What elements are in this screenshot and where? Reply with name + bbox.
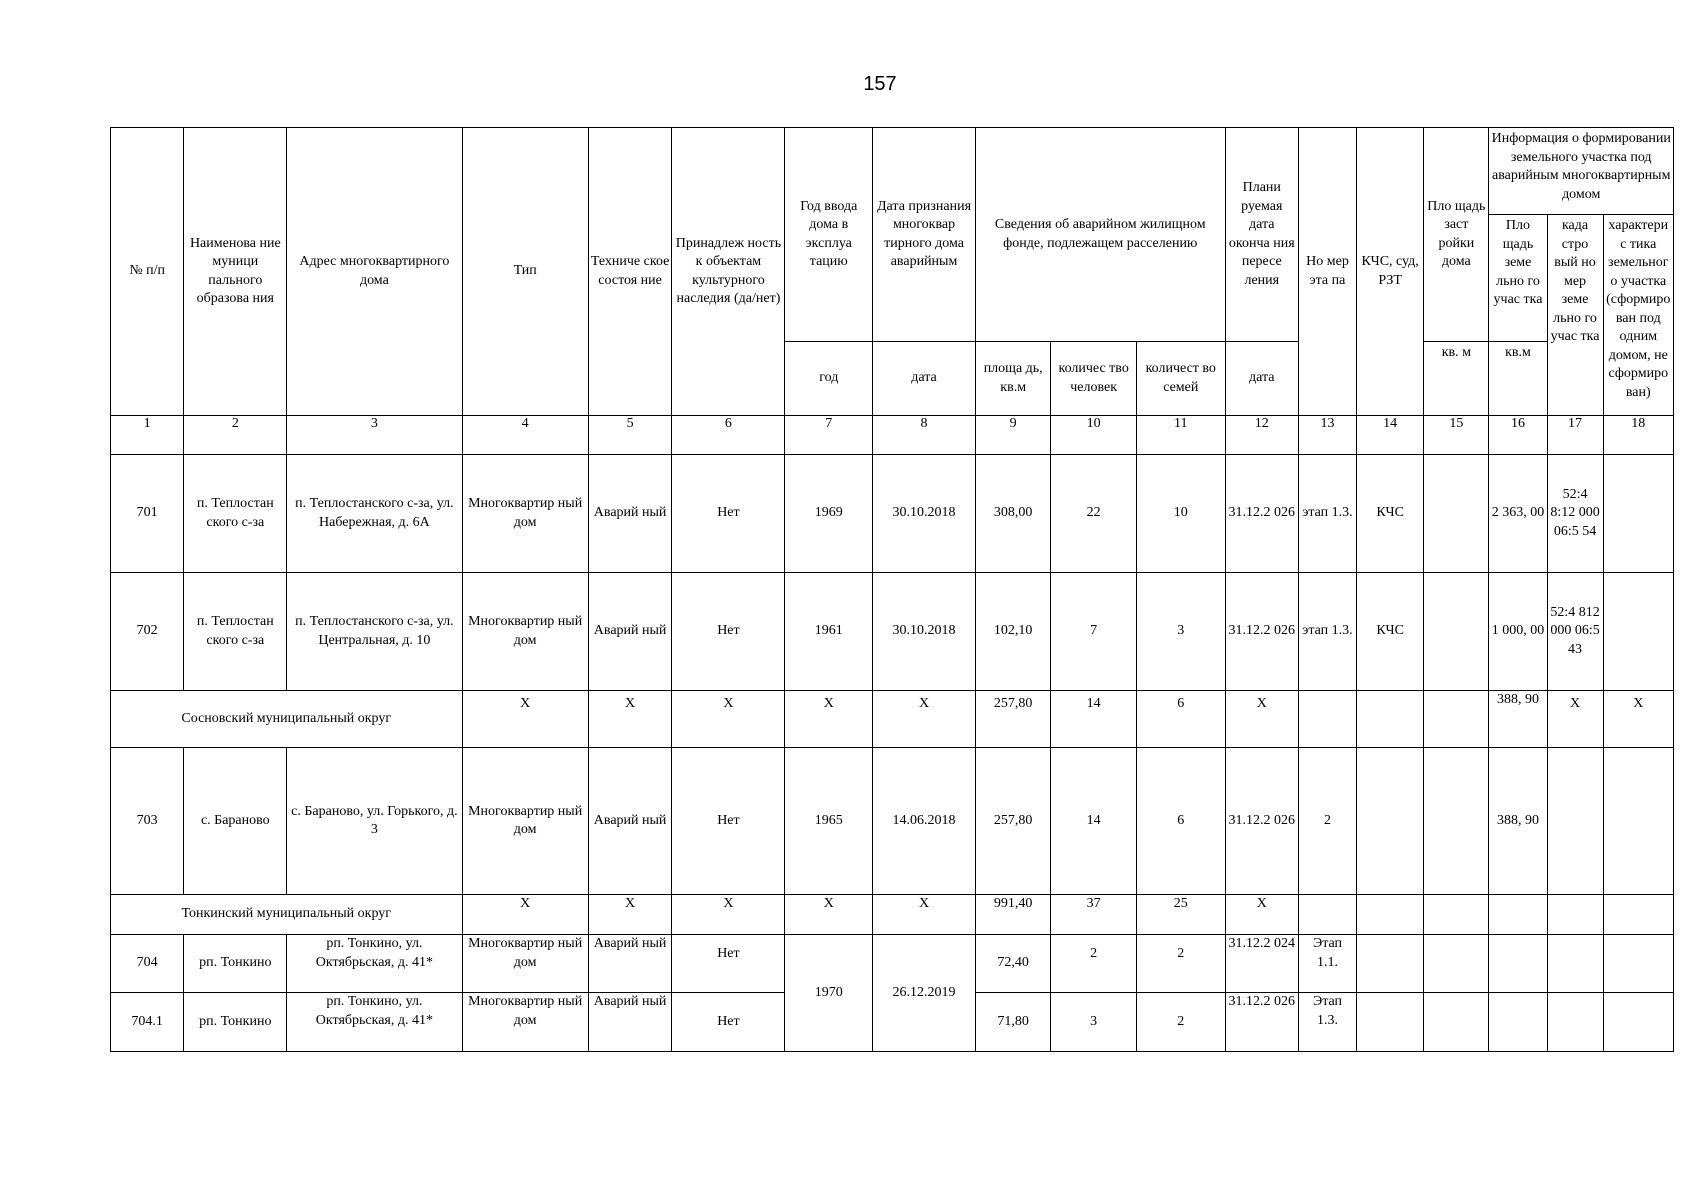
header-heritage: Принадлеж ность к объектам культурного наследия (да/нет) [672, 128, 785, 416]
stage-number [1298, 895, 1356, 935]
planned-date: X [1225, 895, 1298, 935]
column-number: 9 [975, 416, 1050, 455]
header-cadastral-number: када стро вый но мер земе льно го учас тка [1547, 215, 1603, 416]
row-number: 704 [111, 935, 184, 993]
header-recognition-date: Дата признания многоквар тирного дома аварийным [873, 128, 976, 342]
area: 991,40 [975, 895, 1050, 935]
column-numbers-row [111, 416, 1674, 455]
subtotal-row [111, 691, 1674, 748]
header-tech-state: Техниче ское состоя ние [588, 128, 672, 416]
header-land-area: Пло щадь земе льно го учас тка [1489, 215, 1547, 342]
year-commissioned: 1965 [785, 748, 873, 895]
cadastral-number [1547, 748, 1603, 895]
column-number: 1 [111, 416, 184, 455]
people-count: 37 [1051, 895, 1137, 935]
building-type: Многоквартир ный дом [462, 573, 588, 691]
land-area [1489, 895, 1547, 935]
land-area: 388, 90 [1489, 691, 1547, 748]
people-count: 2 [1051, 935, 1137, 993]
heritage: Нет [672, 993, 785, 1052]
column-number: 3 [287, 416, 462, 455]
header-type: Тип [462, 128, 588, 416]
stage-number: этап 1.3. [1298, 573, 1356, 691]
subheader-year: год [785, 342, 873, 416]
people-count: 14 [1051, 748, 1137, 895]
column-number: 7 [785, 416, 873, 455]
header-basis: КЧС, суд, РЗТ [1357, 128, 1424, 416]
column-number: 10 [1051, 416, 1137, 455]
header-emergency-fund: Сведения об аварийном жилищном фонде, подлежащем расселению [975, 128, 1225, 342]
row-number: 704.1 [111, 993, 184, 1052]
table-row [111, 748, 1674, 895]
address: с. Бараново, ул. Горького, д. 3 [287, 748, 462, 895]
column-number: 6 [672, 416, 785, 455]
recognition-date: 30.10.2018 [873, 455, 976, 573]
header-address: Адрес многоквартирного дома [287, 128, 462, 416]
row-number: 701 [111, 455, 184, 573]
stage-number: этап 1.3. [1298, 455, 1356, 573]
emergency-housing-table [110, 127, 1674, 1052]
subheader-land-unit: кв.м [1489, 342, 1547, 416]
address: рп. Тонкино, ул. Октябрьская, д. 41* [287, 993, 462, 1052]
subheader-built-unit: кв. м [1424, 342, 1489, 416]
column-number: 8 [873, 416, 976, 455]
land-area [1489, 935, 1547, 993]
building-type: Многоквартир ный дом [462, 935, 588, 993]
recognition-date: X [873, 691, 976, 748]
planned-date: 31.12.2 026 [1225, 993, 1298, 1052]
people-count: 14 [1051, 691, 1137, 748]
land-area: 388, 90 [1489, 748, 1547, 895]
basis [1357, 993, 1424, 1052]
table-row [111, 935, 1674, 993]
cadastral-number [1547, 895, 1603, 935]
area: 308,00 [975, 455, 1050, 573]
municipality: рп. Тонкино [184, 993, 287, 1052]
cadastral-number: 52:4 812 000 06:5 43 [1547, 573, 1603, 691]
basis [1357, 935, 1424, 993]
land-area: 2 363, 00 [1489, 455, 1547, 573]
family-count: 6 [1136, 748, 1225, 895]
row-number: 703 [111, 748, 184, 895]
recognition-date: 14.06.2018 [873, 748, 976, 895]
column-number: 12 [1225, 416, 1298, 455]
planned-date: 31.12.2 024 [1225, 935, 1298, 993]
basis [1357, 691, 1424, 748]
people-count: 3 [1051, 993, 1137, 1052]
cadastral-number: X [1547, 691, 1603, 748]
header-row-1 [111, 128, 1674, 215]
planned-date: 31.12.2 026 [1225, 455, 1298, 573]
basis: КЧС [1357, 455, 1424, 573]
building-type: Многоквартир ный дом [462, 748, 588, 895]
built-area [1424, 748, 1489, 895]
year-commissioned: X [785, 895, 873, 935]
subtotal-row [111, 895, 1674, 935]
tech-state: X [588, 691, 672, 748]
basis [1357, 748, 1424, 895]
tech-state: X [588, 895, 672, 935]
header-land-info: Информация о формировании земельного участка под аварийным многоквартирным домом [1489, 128, 1674, 215]
family-count: 10 [1136, 455, 1225, 573]
planned-date: X [1225, 691, 1298, 748]
heritage: Нет [672, 935, 785, 993]
family-count: 2 [1136, 935, 1225, 993]
column-number: 18 [1603, 416, 1673, 455]
area: 102,10 [975, 573, 1050, 691]
people-count: 7 [1051, 573, 1137, 691]
column-number: 4 [462, 416, 588, 455]
year-commissioned: 1961 [785, 573, 873, 691]
built-area [1424, 455, 1489, 573]
header-planned-date: Плани руемая дата оконча ния пересе ления [1225, 128, 1298, 342]
tech-state: Аварий ный [588, 455, 672, 573]
table-row [111, 573, 1674, 691]
address: п. Теплостанского с-за, ул. Набережная, д. 6А [287, 455, 462, 573]
page-number: 157 [863, 73, 897, 95]
stage-number: 2 [1298, 748, 1356, 895]
basis [1357, 895, 1424, 935]
cadastral-number: 52:4 8:12 000 06:5 54 [1547, 455, 1603, 573]
family-count: 6 [1136, 691, 1225, 748]
land-characteristic [1603, 748, 1673, 895]
column-number: 14 [1357, 416, 1424, 455]
stage-number: Этап 1.1. [1298, 935, 1356, 993]
stage-number: Этап 1.3. [1298, 993, 1356, 1052]
subheader-date: дата [873, 342, 976, 416]
address: рп. Тонкино, ул. Октябрьская, д. 41* [287, 935, 462, 993]
municipality: п. Теплостан ского с-за [184, 573, 287, 691]
heritage: Нет [672, 573, 785, 691]
column-number: 2 [184, 416, 287, 455]
column-number: 16 [1489, 416, 1547, 455]
municipality: п. Теплостан ского с-за [184, 455, 287, 573]
family-count: 2 [1136, 993, 1225, 1052]
year-commissioned: 1970 [785, 935, 873, 1052]
building-type: Многоквартир ный дом [462, 455, 588, 573]
row-number: 702 [111, 573, 184, 691]
header-land-characteristic: характерис тика земельного участка (сформиро ван под одним домом, не сформиро ван) [1603, 215, 1673, 416]
built-area [1424, 935, 1489, 993]
address: п. Теплостанского с-за, ул. Центральная, д. 10 [287, 573, 462, 691]
tech-state: Аварий ный [588, 935, 672, 993]
header-built-area: Пло щадь заст ройки дома [1424, 128, 1489, 342]
heritage: Нет [672, 748, 785, 895]
district-label: Тонкинский муниципальный округ [111, 895, 463, 935]
land-characteristic [1603, 455, 1673, 573]
cadastral-number [1547, 935, 1603, 993]
column-number: 11 [1136, 416, 1225, 455]
recognition-date: 30.10.2018 [873, 573, 976, 691]
recognition-date: X [873, 895, 976, 935]
built-area [1424, 993, 1489, 1052]
year-commissioned: 1969 [785, 455, 873, 573]
header-number: № п/п [111, 128, 184, 416]
land-characteristic [1603, 935, 1673, 993]
subheader-planned-date: дата [1225, 342, 1298, 416]
family-count: 25 [1136, 895, 1225, 935]
building-type: X [462, 691, 588, 748]
area: 257,80 [975, 748, 1050, 895]
built-area [1424, 573, 1489, 691]
building-type: X [462, 895, 588, 935]
planned-date: 31.12.2 026 [1225, 748, 1298, 895]
family-count: 3 [1136, 573, 1225, 691]
land-area: 1 000, 00 [1489, 573, 1547, 691]
year-commissioned: X [785, 691, 873, 748]
column-number: 15 [1424, 416, 1489, 455]
table-row [111, 455, 1674, 573]
people-count: 22 [1051, 455, 1137, 573]
tech-state: Аварий ный [588, 748, 672, 895]
built-area [1424, 895, 1489, 935]
heritage: Нет [672, 455, 785, 573]
subheader-people: количес тво человек [1051, 342, 1137, 416]
recognition-date: 26.12.2019 [873, 935, 976, 1052]
district-label: Сосновский муниципальный округ [111, 691, 463, 748]
land-characteristic: X [1603, 691, 1673, 748]
column-number: 5 [588, 416, 672, 455]
land-characteristic [1603, 573, 1673, 691]
cadastral-number [1547, 993, 1603, 1052]
header-year-commissioned: Год ввода дома в эксплуа тацию [785, 128, 873, 342]
area: 72,40 [975, 935, 1050, 993]
land-area [1489, 993, 1547, 1052]
municipality: с. Бараново [184, 748, 287, 895]
tech-state: Аварий ный [588, 993, 672, 1052]
header-municipality: Наименова ние муници пального образова ния [184, 128, 287, 416]
land-characteristic [1603, 993, 1673, 1052]
stage-number [1298, 691, 1356, 748]
basis: КЧС [1357, 573, 1424, 691]
building-type: Многоквартир ный дом [462, 993, 588, 1052]
heritage: X [672, 895, 785, 935]
area: 71,80 [975, 993, 1050, 1052]
header-stage-number: Но мер эта па [1298, 128, 1356, 416]
subheader-families: количест во семей [1136, 342, 1225, 416]
area: 257,80 [975, 691, 1050, 748]
municipality: рп. Тонкино [184, 935, 287, 993]
heritage: X [672, 691, 785, 748]
built-area [1424, 691, 1489, 748]
tech-state: Аварий ный [588, 573, 672, 691]
column-number: 17 [1547, 416, 1603, 455]
subheader-area: площа дь, кв.м [975, 342, 1050, 416]
planned-date: 31.12.2 026 [1225, 573, 1298, 691]
column-number: 13 [1298, 416, 1356, 455]
land-characteristic [1603, 895, 1673, 935]
